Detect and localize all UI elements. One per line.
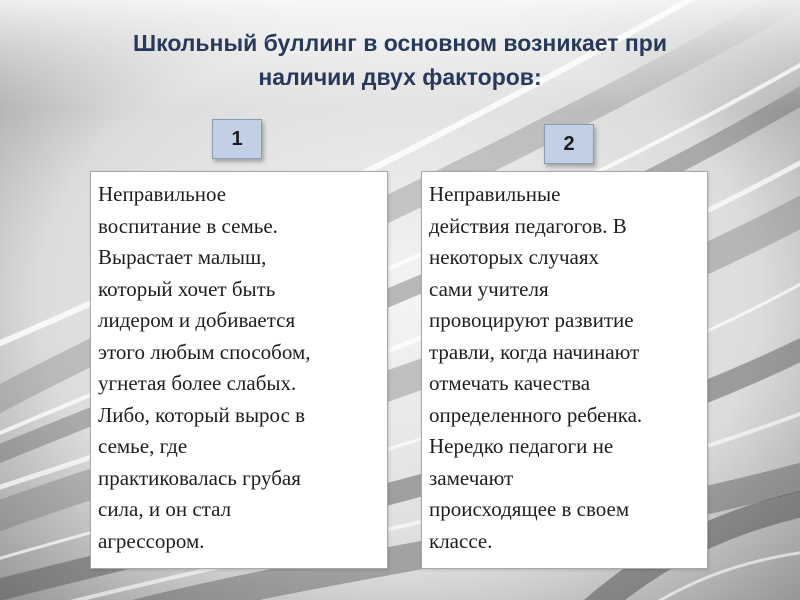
factor-1-text-line: семье, где <box>98 434 188 458</box>
factor-1-text-line: Вырастает малыш, <box>98 245 267 269</box>
factor-2-text-line: некоторых случаях <box>429 245 600 269</box>
factor-2-text-line: происходящее в своем <box>429 497 630 521</box>
factor-1-text-line: этого любым способом, <box>98 339 311 364</box>
slide-title-line-2: наличии двух факторов: <box>258 64 542 90</box>
slide-title <box>40 26 760 94</box>
factor-1-text-line: Либо, который вырос в <box>98 402 306 427</box>
factor-1-text-line: угнетая более слабых. <box>98 371 297 395</box>
factor-1-text-line: воспитание в семье. <box>98 213 278 238</box>
factor-2-text-line: действия педагогов. В <box>429 213 627 238</box>
factor-1-text-line: лидером и добивается <box>98 308 296 332</box>
factor-1-number-badge: 1 <box>212 119 262 159</box>
factor-2-text-line: определенного ребенка. <box>429 402 643 427</box>
factor-2-text-line: отмечать качества <box>429 371 591 395</box>
factor-1-text-line: который хочет быть <box>98 276 276 301</box>
factor-2-text-line: классе. <box>429 528 493 553</box>
factor-2-text-line: сами учителя <box>429 276 549 301</box>
factor-1-text-line: Неправильное <box>98 182 227 206</box>
factor-2-number-badge: 2 <box>544 124 594 164</box>
factor-1-text-line: сила, и он стал <box>98 497 232 521</box>
factor-2-text-box <box>421 171 708 569</box>
factor-2-text-line: замечают <box>429 465 514 490</box>
factor-2-text-line: Неправильные <box>429 182 561 206</box>
slide-title-line-1: Школьный буллинг в основном возникает при <box>133 30 667 56</box>
factor-2-text-line: травли, когда начинают <box>429 339 640 364</box>
factor-1-text-line: практиковалась грубая <box>98 465 301 490</box>
factor-1-text-box <box>90 171 388 569</box>
factor-1-text-line: агрессором. <box>98 528 205 553</box>
factor-2-text-line: провоцируют развитие <box>429 308 634 332</box>
factor-2-text-line: Нередко педагоги не <box>429 434 614 458</box>
